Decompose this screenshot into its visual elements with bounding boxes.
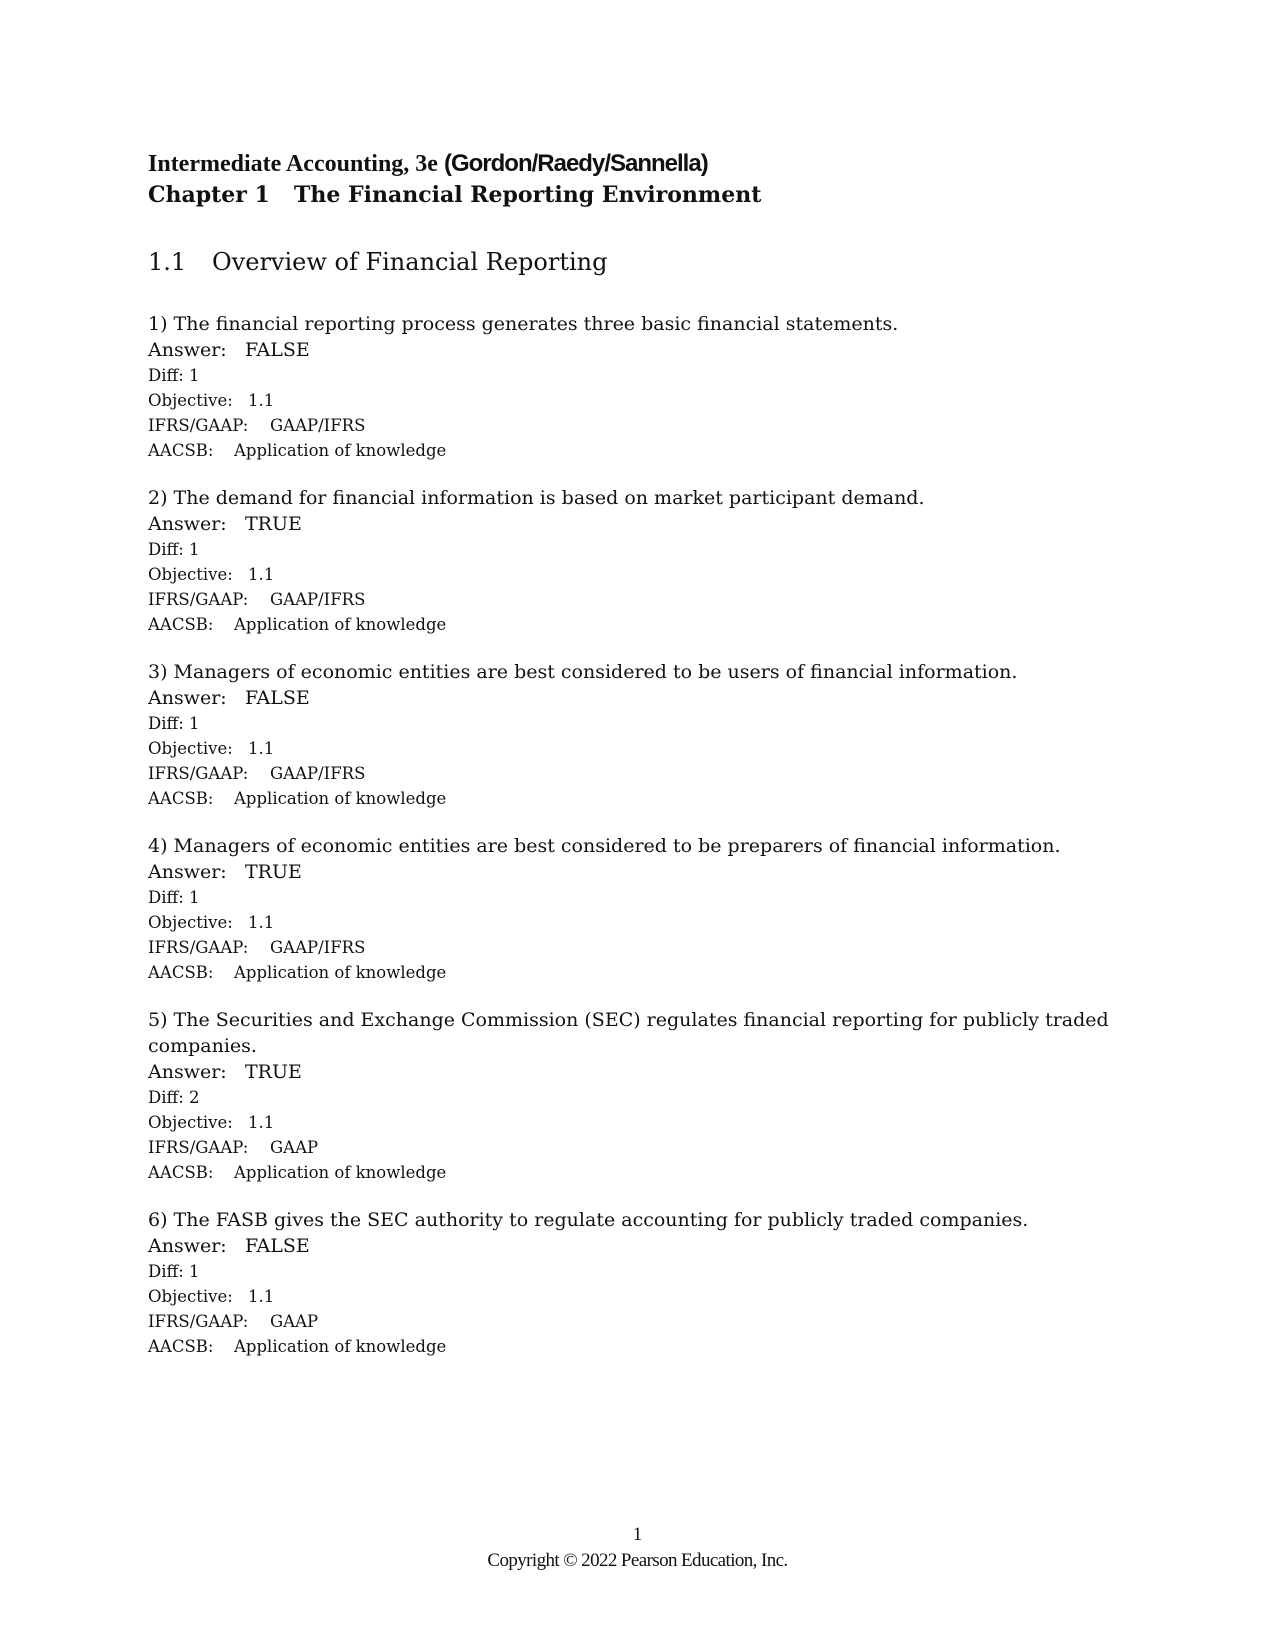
ifrs-label: IFRS/GAAP: — [148, 1138, 249, 1157]
answer-label: Answer: — [148, 339, 227, 361]
ifrs-label: IFRS/GAAP: — [148, 1312, 249, 1331]
objective-label: Objective: — [148, 913, 233, 932]
page-number: 1 — [632, 1524, 643, 1545]
chapter-title: The Financial Reporting Environment — [294, 182, 762, 208]
ifrs-value: GAAP/IFRS — [270, 416, 366, 435]
diff-line — [148, 885, 1128, 910]
objective-value: 1.1 — [248, 739, 275, 758]
ifrs-label: IFRS/GAAP: — [148, 416, 249, 435]
aacsb-line — [148, 1160, 1128, 1185]
aacsb-label: AACSB: — [148, 441, 214, 460]
section-heading — [148, 247, 1128, 277]
aacsb-value: Application of knowledge — [234, 1337, 447, 1356]
answer-line — [148, 1233, 1128, 1259]
aacsb-value: Application of knowledge — [234, 441, 447, 460]
ifrs-value: GAAP — [270, 1312, 319, 1331]
question-item — [148, 485, 1128, 637]
diff-label: Diff: — [148, 540, 184, 559]
answer-value: TRUE — [245, 861, 302, 883]
section-number: 1.1 — [148, 248, 187, 276]
aacsb-line — [148, 612, 1128, 637]
objective-line — [148, 1284, 1128, 1309]
diff-label: Diff: — [148, 714, 184, 733]
ifrs-line — [148, 1309, 1128, 1334]
objective-value: 1.1 — [248, 391, 275, 410]
book-authors: (Gordon/Raedy/Sannella) — [443, 150, 708, 177]
objective-label: Objective: — [148, 1113, 233, 1132]
ifrs-label: IFRS/GAAP: — [148, 590, 249, 609]
ifrs-value: GAAP/IFRS — [270, 590, 366, 609]
answer-label: Answer: — [148, 513, 227, 535]
question-item — [148, 1207, 1128, 1359]
ifrs-label: IFRS/GAAP: — [148, 938, 249, 957]
aacsb-label: AACSB: — [148, 615, 214, 634]
diff-value: 1 — [189, 1262, 200, 1281]
objective-line — [148, 562, 1128, 587]
diff-label: Diff: — [148, 888, 184, 907]
diff-line — [148, 1259, 1128, 1284]
question-text: 2) The demand for financial information is based on market participant demand. — [148, 487, 925, 509]
answer-line — [148, 859, 1128, 885]
diff-label: Diff: — [148, 366, 184, 385]
ifrs-line — [148, 587, 1128, 612]
aacsb-value: Application of knowledge — [234, 963, 447, 982]
objective-line — [148, 910, 1128, 935]
objective-label: Objective: — [148, 391, 233, 410]
ifrs-value: GAAP/IFRS — [270, 938, 366, 957]
question-item — [148, 833, 1128, 985]
answer-line — [148, 511, 1128, 537]
chapter-heading — [148, 180, 1128, 211]
objective-label: Objective: — [148, 739, 233, 758]
diff-line — [148, 363, 1128, 388]
diff-line — [148, 1085, 1128, 1110]
answer-label: Answer: — [148, 687, 227, 709]
aacsb-label: AACSB: — [148, 789, 214, 808]
objective-value: 1.1 — [248, 1287, 275, 1306]
objective-label: Objective: — [148, 565, 233, 584]
answer-line — [148, 685, 1128, 711]
diff-line — [148, 711, 1128, 736]
answer-label: Answer: — [148, 861, 227, 883]
diff-value: 1 — [189, 714, 200, 733]
aacsb-value: Application of knowledge — [234, 615, 447, 634]
answer-value: FALSE — [245, 687, 310, 709]
question-item — [148, 659, 1128, 811]
answer-line — [148, 1059, 1128, 1085]
ifrs-line — [148, 413, 1128, 438]
aacsb-value: Application of knowledge — [234, 1163, 447, 1182]
question-item — [148, 311, 1128, 463]
ifrs-line — [148, 761, 1128, 786]
ifrs-label: IFRS/GAAP: — [148, 764, 249, 783]
aacsb-line — [148, 1334, 1128, 1359]
document-page — [148, 148, 1128, 1381]
diff-label: Diff: — [148, 1262, 184, 1281]
answer-label: Answer: — [148, 1235, 227, 1257]
aacsb-label: AACSB: — [148, 1163, 214, 1182]
copyright-notice: Copyright © 2022 Pearson Education, Inc. — [487, 1550, 788, 1571]
book-title — [148, 148, 1128, 180]
objective-value: 1.1 — [248, 1113, 275, 1132]
aacsb-line — [148, 960, 1128, 985]
answer-value: TRUE — [245, 1061, 302, 1083]
aacsb-line — [148, 438, 1128, 463]
objective-value: 1.1 — [248, 913, 275, 932]
aacsb-label: AACSB: — [148, 963, 214, 982]
diff-value: 1 — [189, 888, 200, 907]
book-title-text: Intermediate Accounting, 3e — [148, 151, 438, 177]
objective-line — [148, 1110, 1128, 1135]
ifrs-line — [148, 1135, 1128, 1160]
objective-value: 1.1 — [248, 565, 275, 584]
aacsb-label: AACSB: — [148, 1337, 214, 1356]
ifrs-value: GAAP/IFRS — [270, 764, 366, 783]
diff-label: Diff: — [148, 1088, 184, 1107]
answer-line — [148, 337, 1128, 363]
question-text: 1) The financial reporting process generates three basic financial statements. — [148, 313, 899, 335]
ifrs-value: GAAP — [270, 1138, 319, 1157]
question-text: 3) Managers of economic entities are best considered to be users of financial information. — [148, 661, 1018, 683]
ifrs-line — [148, 935, 1128, 960]
chapter-number: Chapter 1 — [148, 182, 270, 208]
aacsb-value: Application of knowledge — [234, 789, 447, 808]
objective-line — [148, 736, 1128, 761]
diff-value: 1 — [189, 540, 200, 559]
objective-line — [148, 388, 1128, 413]
answer-value: FALSE — [245, 339, 310, 361]
answer-value: FALSE — [245, 1235, 310, 1257]
diff-value: 1 — [189, 366, 200, 385]
question-text: 4) Managers of economic entities are best considered to be preparers of financial information. — [148, 835, 1061, 857]
answer-label: Answer: — [148, 1061, 227, 1083]
aacsb-line — [148, 786, 1128, 811]
objective-label: Objective: — [148, 1287, 233, 1306]
section-title: Overview of Financial Reporting — [212, 248, 608, 276]
diff-line — [148, 537, 1128, 562]
question-text: 5) The Securities and Exchange Commission (SEC) regulates financial reporting for publicly traded companies. — [148, 1009, 1109, 1057]
diff-value: 2 — [189, 1088, 200, 1107]
question-text: 6) The FASB gives the SEC authority to regulate accounting for publicly traded companies. — [148, 1209, 1029, 1231]
question-item — [148, 1007, 1128, 1185]
answer-value: TRUE — [245, 513, 302, 535]
